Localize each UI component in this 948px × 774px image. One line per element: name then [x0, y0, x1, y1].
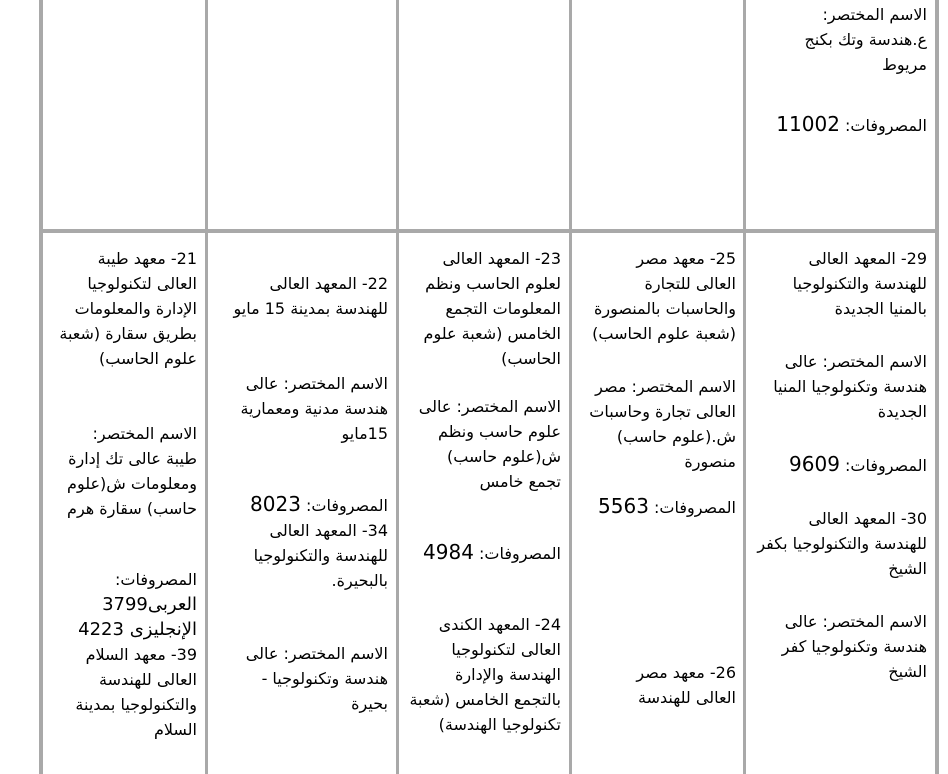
expenses-label: المصروفات:	[654, 498, 736, 517]
institute-title: الإدارة والمعلومات	[74, 299, 197, 318]
institute-cell-29-30	[749, 246, 927, 684]
institute-title: علوم الحاسب)	[99, 349, 197, 368]
institute-cell-25-26	[574, 246, 736, 710]
institute-title: العالى للهندسة	[638, 688, 736, 707]
short-name-line: مريوط	[882, 55, 927, 74]
institute-title: 21- معهد طيبة	[97, 249, 197, 268]
institute-cell-22-34	[210, 246, 388, 716]
short-name-line: هندسة وتكنولوجيا -	[261, 669, 388, 688]
institute-title: الخامس (شعبة علوم	[423, 324, 561, 343]
institute-title: العالى للهندسة	[99, 670, 197, 689]
column-divider	[396, 0, 399, 774]
institute-title: 30- المعهد العالى	[808, 509, 927, 528]
institute-title	[574, 660, 736, 685]
short-name-line: الاسم المختصر: عالى	[245, 374, 388, 393]
institute-title: العالى لتكنولوجيا	[87, 274, 197, 293]
row-divider	[39, 229, 939, 233]
institute-title: (شعبة علوم الحاسب)	[592, 324, 736, 343]
expenses-line	[574, 494, 736, 520]
expenses-line	[749, 452, 927, 478]
short-name-line: الجديدة	[877, 402, 927, 421]
short-name-line: الاسم المختصر:	[92, 424, 197, 443]
institute-title: 24- المعهد الكندى	[438, 615, 561, 634]
short-name-line: الاسم المختصر: عالى	[418, 397, 561, 416]
institute-title: والحاسبات بالمنصورة	[593, 299, 736, 318]
institute-title: الشيخ	[888, 559, 927, 578]
short-name-line: هندسة وتكنولوجيا المنيا	[773, 377, 927, 396]
short-name-line: الشيخ	[888, 662, 927, 681]
expenses-label: المصروفات:	[479, 544, 561, 563]
expenses-value: 4984	[423, 540, 474, 564]
expenses-line	[749, 112, 927, 138]
short-name-line: الاسم المختصر:	[822, 5, 927, 24]
institute-title: للهندسة والتكنولوجيا	[792, 274, 927, 293]
institute-title: والتكنولوجيا بمدينة	[75, 695, 197, 714]
short-name-line: الاسم المختصر: عالى	[784, 352, 927, 371]
institute-title: بالمنيا الجديدة	[834, 299, 927, 318]
institute-title: للهندسة والتكنولوجيا بكفر	[757, 534, 927, 553]
top-row-cell-1	[749, 2, 927, 138]
short-name-line: منصورة	[684, 452, 736, 471]
institute-title: 22- المعهد العالى	[269, 274, 388, 293]
institute-title: العالى للتجارة	[644, 274, 736, 293]
institute-title: العالى لتكنولوجيا	[451, 640, 561, 659]
short-name-line: هندسة وتكنولوجيا كفر	[781, 637, 927, 656]
expenses-value: 9609	[789, 452, 840, 476]
short-name-line: ومعلومات ش(علوم	[67, 474, 197, 493]
short-name-line: العالى تجارة وحاسبات	[589, 402, 736, 421]
column-divider	[205, 0, 208, 774]
expenses-label: المصروفات:	[845, 116, 927, 135]
expenses-line	[210, 492, 388, 518]
institute-title: 39- معهد السلام	[85, 645, 197, 664]
short-name-line: 15مايو	[341, 424, 388, 443]
short-name-line: هندسة مدنية ومعمارية	[240, 399, 388, 418]
institute-title: بالبحيرة.	[331, 571, 388, 590]
institute-title: 34- المعهد العالى	[269, 521, 388, 540]
institute-title: 23- المعهد العالى	[442, 249, 561, 268]
short-name-line: ع.هندسة وتك بكنج	[804, 30, 927, 49]
short-name-line: طيبة عالى تك إدارة	[68, 449, 197, 468]
table-border-right	[935, 0, 939, 774]
institute-title-text: 26- معهد مصر	[636, 663, 736, 682]
institute-title: لعلوم الحاسب ونظم	[425, 274, 561, 293]
table-border-left	[39, 0, 43, 774]
institute-title: 25- معهد مصر	[636, 249, 736, 268]
short-name-line: حاسب) سقارة هرم	[67, 499, 197, 518]
institute-cell-21-39	[44, 246, 197, 742]
short-name-line: الاسم المختصر: عالى	[245, 644, 388, 663]
short-name-line: ش(علوم حاسب)	[447, 447, 561, 466]
short-name-line: الاسم المختصر: مصر	[595, 377, 736, 396]
institute-cell-23-24	[401, 246, 561, 737]
short-name-line: تجمع خامس	[479, 472, 561, 491]
institute-title: بالتجمع الخامس (شعبة	[409, 690, 561, 709]
institute-title: السلام	[153, 720, 197, 739]
expenses-value: 8023	[250, 492, 301, 516]
institute-title: تكنولوجيا الهندسة)	[438, 715, 561, 734]
expenses-label: المصروفات:	[115, 570, 197, 589]
column-divider	[743, 0, 746, 774]
short-name-line: الاسم المختصر: عالى	[784, 612, 927, 631]
expenses-value-arabic: العربى3799	[102, 594, 197, 615]
expenses-value-english: الإنجليزى 4223	[78, 619, 197, 640]
institute-title: المعلومات التجمع	[445, 299, 561, 318]
expenses-label: المصروفات:	[845, 456, 927, 475]
institute-title: 29- المعهد العالى	[808, 249, 927, 268]
expenses-value: 5563	[598, 494, 649, 518]
institute-title: الحاسب)	[501, 349, 561, 368]
expenses-line	[401, 540, 561, 566]
expenses-value: 11002	[776, 112, 840, 136]
short-name-line: بحيرة	[351, 694, 388, 713]
institute-title: بطريق سقارة (شعبة	[59, 324, 197, 343]
short-name-line: ش.(علوم حاسب)	[616, 427, 736, 446]
short-name-line: علوم حاسب ونظم	[437, 422, 561, 441]
column-divider	[569, 0, 572, 774]
institute-title: للهندسة بمدينة 15 مايو	[233, 299, 388, 318]
institute-title: الهندسة والإدارة	[455, 665, 561, 684]
institute-title: للهندسة والتكنولوجيا	[253, 546, 388, 565]
expenses-label: المصروفات:	[306, 496, 388, 515]
